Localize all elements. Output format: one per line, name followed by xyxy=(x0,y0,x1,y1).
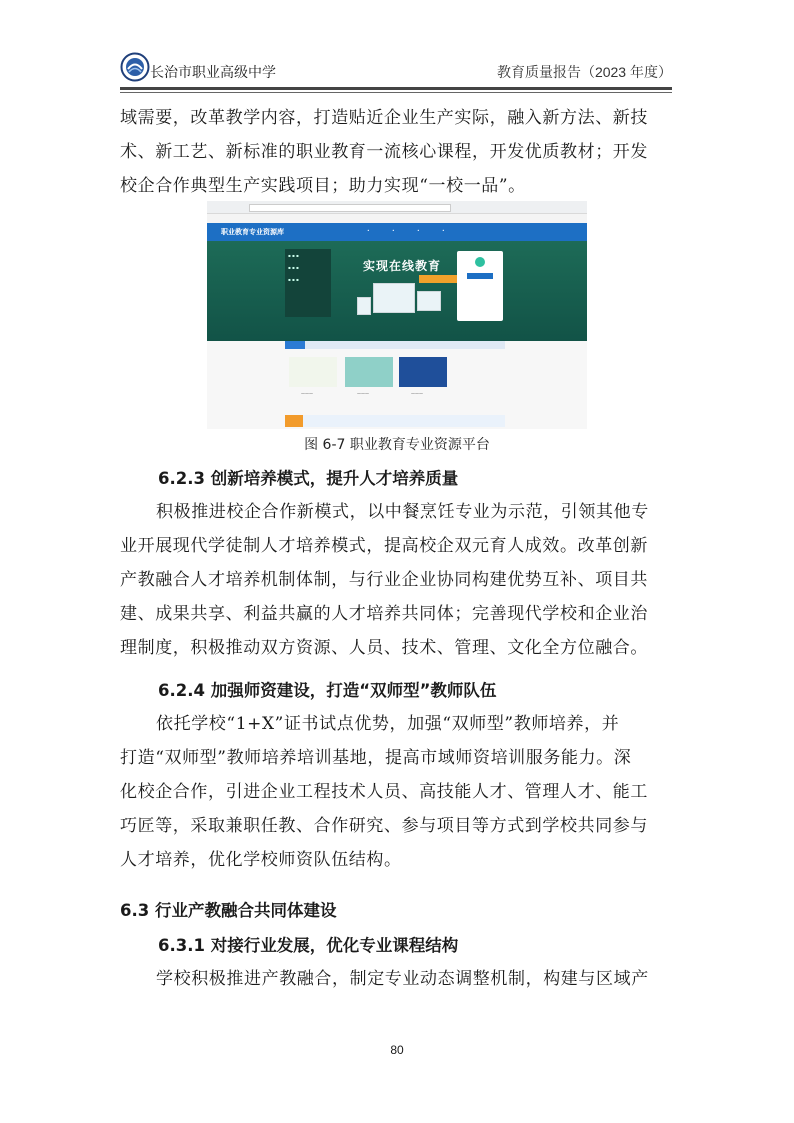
login-button xyxy=(467,273,493,279)
figure-screenshot xyxy=(207,201,587,429)
resource-card xyxy=(289,357,337,387)
hero-title: 实现在线教育 xyxy=(363,259,442,273)
sidebar-item: ▪ ▪ ▪ xyxy=(288,265,299,270)
site-title: 职业教育专业资源库 xyxy=(221,228,284,236)
sidebar-item: ▪ ▪ ▪ xyxy=(288,277,299,282)
hero-badge xyxy=(419,275,459,283)
section-tag xyxy=(285,341,305,349)
text-line: 术、新工艺、新标准的职业教育一流核心课程，开发优质教材；开发 xyxy=(120,142,648,162)
card-caption: ——— xyxy=(357,391,369,396)
text-line: 积极推进校企合作新模式，以中餐烹饪专业为示范，引领其他专 xyxy=(156,502,649,522)
text-line: 打造“双师型”教师培养培训基地，提高市域师资培训服务能力。深 xyxy=(120,748,632,768)
section-header-bar xyxy=(285,341,505,349)
browser-toolbar xyxy=(207,201,587,214)
user-avatar-icon xyxy=(475,257,485,267)
header-rule xyxy=(120,87,672,90)
site-nav xyxy=(207,223,587,241)
section-heading: 6.3.1 对接行业发展，优化专业课程结构 xyxy=(158,936,459,955)
card-caption: ——— xyxy=(411,391,423,396)
resource-card xyxy=(399,357,447,387)
resource-card xyxy=(345,357,393,387)
text-line: 人才培养，优化学校师资队伍结构。 xyxy=(120,850,402,870)
section-tag xyxy=(285,415,303,427)
nav-tab: • xyxy=(367,229,370,234)
card-caption: ——— xyxy=(301,391,313,396)
nav-tab: • xyxy=(442,229,445,234)
paragraph-6-2-4 xyxy=(120,707,680,877)
page-number: 80 xyxy=(390,1043,404,1057)
bookmarks-bar xyxy=(207,214,587,223)
text-line: 化校企合作，引进企业工程技术人员、高技能人才、管理人才、能工 xyxy=(120,782,648,802)
text-line: 建、成果共享、利益共赢的人才培养共同体；完善现代学校和企业治 xyxy=(120,604,648,624)
text-line: 业开展现代学徒制人才培养模式，提高校企双元育人成效。改革创新 xyxy=(120,536,648,556)
school-emblem-icon xyxy=(120,52,150,82)
figure-caption: 图 6-7 职业教育专业资源平台 xyxy=(304,437,490,453)
section-heading: 6.3 行业产教融合共同体建设 xyxy=(120,901,337,920)
nav-tab: • xyxy=(417,229,420,234)
nav-tab: • xyxy=(392,229,395,234)
text-line: 校企合作典型生产实践项目；助力实现“一校一品”。 xyxy=(120,176,526,196)
monitor-graphic xyxy=(373,283,415,313)
text-line: 域需要，改革教学内容，打造贴近企业生产实际，融入新方法、新技 xyxy=(120,108,648,128)
paragraph-intro xyxy=(120,101,680,203)
paragraph-6-3-1 xyxy=(120,962,680,996)
text-line: 产教融合人才培养机制体制，与行业企业协同构建优势互补、项目共 xyxy=(120,570,648,590)
page-header xyxy=(120,52,672,86)
section-heading: 6.2.3 创新培养模式，提升人才培养质量 xyxy=(158,469,459,488)
text-line: 巧匠等，采取兼职任教、合作研究、参与项目等方式到学校共同参与 xyxy=(120,816,648,836)
header-rule-thin xyxy=(120,92,672,93)
phone-graphic xyxy=(357,297,371,315)
paragraph-6-2-3 xyxy=(120,495,680,665)
address-bar xyxy=(249,204,451,212)
login-panel xyxy=(457,251,503,321)
tablet-graphic xyxy=(417,291,441,311)
report-title: 教育质量报告（2023 年度） xyxy=(496,64,672,80)
sidebar-item: ▪ ▪ ▪ xyxy=(288,253,299,258)
text-line: 理制度，积极推动双方资源、人员、技术、管理、文化全方位融合。 xyxy=(120,638,648,658)
text-line: 依托学校“1+X”证书试点优势，加强“双师型”教师培养，并 xyxy=(156,714,620,734)
text-line: 学校积极推进产教融合，制定专业动态调整机制，构建与区域产 xyxy=(156,969,649,989)
category-sidebar xyxy=(285,249,331,317)
section-footer-bar xyxy=(285,415,505,427)
section-heading: 6.2.4 加强师资建设，打造“双师型”教师队伍 xyxy=(158,681,497,700)
school-name: 长治市职业高级中学 xyxy=(150,64,276,80)
